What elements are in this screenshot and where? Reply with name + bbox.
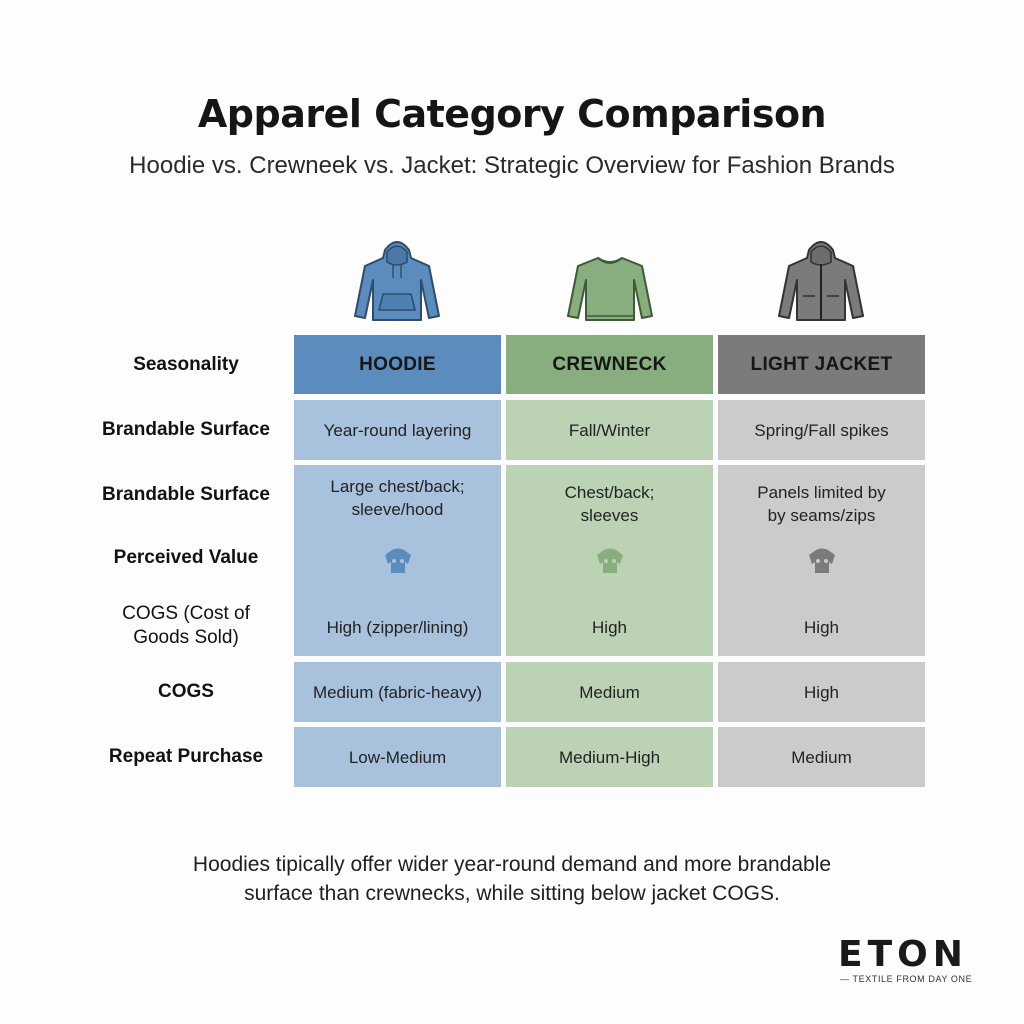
cell-crewneck-repeat-purchase: Medium-High xyxy=(506,727,713,787)
footnote: Hoodies tipically offer wider year-round demand and more brandable surface than crewnecks, while sitting below jacket COGS. xyxy=(192,853,832,905)
garment-badge-icon xyxy=(594,547,626,575)
row-label-seasonality: Seasonality xyxy=(133,353,239,375)
cell-hoodie-cogs-full: High (zipper/lining) xyxy=(326,617,469,637)
row-label-cogs-full xyxy=(86,596,286,656)
cell-hoodie-brandable-surface: Large chest/back; sleeve/hood xyxy=(330,477,465,519)
row-label-repeat-purchase: Repeat Purchase xyxy=(108,746,264,767)
hoodie-icon xyxy=(349,236,445,326)
cell-jacket-repeat-purchase: Medium xyxy=(718,727,925,787)
cell-jacket-brandable-surface: Panels limited by by seams/zips xyxy=(757,483,886,525)
brand-tagline: — TEXTILE FROM DAY ONE xyxy=(840,974,973,984)
cell-crewneck-brandable-surface: Chest/back; sleeves xyxy=(564,483,655,525)
garment-badge-icon xyxy=(806,547,838,575)
row-label-brandable-surface-2: Brandable Surface xyxy=(102,484,270,505)
cell-hoodie-seasonality: Year-round layering xyxy=(294,400,501,460)
cell-jacket-cogs: High xyxy=(718,662,925,722)
crewneck-sweater-icon xyxy=(562,236,658,326)
brand-logo: ETON xyxy=(838,934,968,975)
column-header-hoodie: HOODIE xyxy=(294,335,501,394)
cell-hoodie-repeat-purchase: Low-Medium xyxy=(294,727,501,787)
column-header-light-jacket: LIGHT JACKET xyxy=(718,335,925,394)
page-subtitle: Hoodie vs. Crewneek vs. Jacket: Strategic Overview for Fashion Brands xyxy=(129,152,895,179)
cell-crewneck-cogs: Medium xyxy=(506,662,713,722)
cell-crewneck-cogs-full: High xyxy=(592,617,627,637)
garment-badge-icon xyxy=(382,547,414,575)
zip-jacket-icon xyxy=(773,236,869,326)
row-label-perceived-value: Perceived Value xyxy=(113,547,259,568)
row-label-cogs-line2: Goods Sold) xyxy=(133,627,239,648)
cell-jacket-seasonality: Spring/Fall spikes xyxy=(718,400,925,460)
row-label-cogs-line1: COGS (Cost of xyxy=(122,603,250,624)
cell-jacket-cogs-full: High xyxy=(804,617,839,637)
cell-crewneck-seasonality: Fall/Winter xyxy=(506,400,713,460)
row-label-cogs: COGS xyxy=(158,681,214,702)
row-label-brandable-surface: Brandable Surface xyxy=(102,419,270,440)
column-header-crewneck: CREWNECK xyxy=(506,335,713,394)
cell-hoodie-cogs: Medium (fabric-heavy) xyxy=(294,662,501,722)
page-title: Apparel Category Comparison xyxy=(197,92,827,136)
